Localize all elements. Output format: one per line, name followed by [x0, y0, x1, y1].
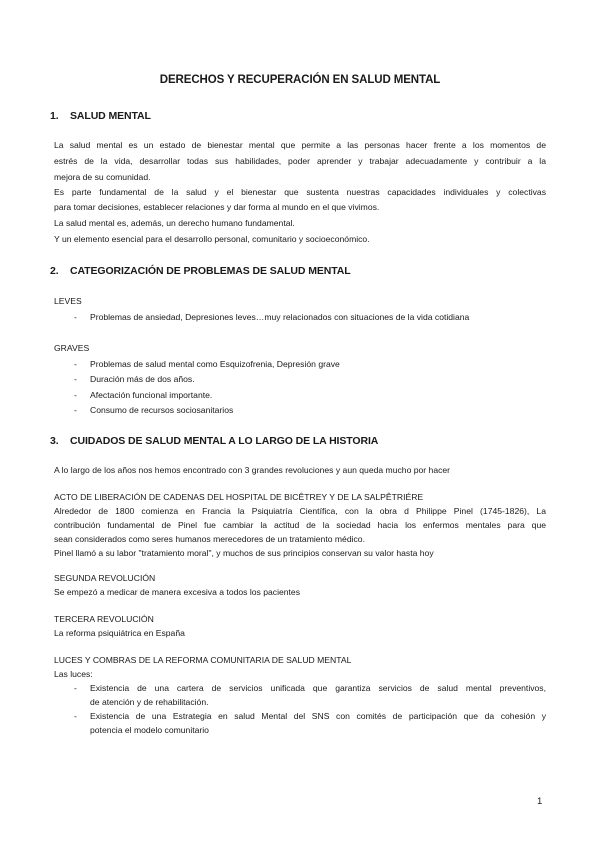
section-3-title: CUIDADOS DE SALUD MENTAL A LO LARGO DE LA HISTORIA: [70, 435, 379, 447]
luces-item-line-1: Existencia de una cartera de servicios unificada que garantiza servicios de salud mental preventivos,: [90, 683, 546, 693]
section-3-heading: [50, 435, 378, 447]
third-revolution-text: La reforma psiquiátrica en España: [54, 628, 185, 638]
section-2-number: 2.: [50, 265, 59, 277]
graves-item-text: Problemas de salud mental como Esquizofrenia, Depresión grave: [90, 359, 340, 369]
luces-item-line-2: potencia el modelo comunitario: [90, 725, 209, 735]
section-1-line-2: estrés de la vida, desarrollar todas sus habilidades, poder aprender y trabajar adecuadamente y contribuir a la: [54, 156, 546, 166]
luces-item-line-1: Existencia de una Estrategia en salud Mental del SNS con comités de participación que da cohesión y: [90, 711, 546, 721]
act-line-2: contribución fundamental de Pinel fue cambiar la actitud de la sociedad hacia los enfermos mentales para que: [54, 520, 546, 530]
dash-bullet: -: [74, 312, 77, 322]
dash-bullet: -: [74, 683, 77, 693]
leves-label: LEVES: [54, 296, 82, 306]
dash-bullet: -: [74, 390, 77, 400]
luces-label: Las luces:: [54, 669, 93, 679]
act-title: ACTO DE LIBERACIÓN DE CADENAS DEL HOSPITAL DE BICÊTREY Y DE LA SALPÊTRIÉRE: [54, 492, 424, 502]
leves-item-text: Problemas de ansiedad, Depresiones leves…muy relacionados con situaciones de la vida cotidiana: [90, 312, 470, 322]
section-1-line-3: mejora de su comunidad.: [54, 172, 151, 182]
act-line-1: Alrededor de 1800 comienza en Francia la Psiquiatría Científica, con la obra d Philippe Pinel (1745-1826), La: [54, 506, 546, 516]
section-1-number: 1.: [50, 110, 59, 122]
dash-bullet: -: [74, 374, 77, 384]
graves-item-text: Consumo de recursos sociosanitarios: [90, 405, 234, 415]
graves-item-text: Duración más de dos años.: [90, 374, 195, 384]
dash-bullet: -: [74, 711, 77, 721]
second-revolution-text: Se empezó a medicar de manera excesiva a todos los pacientes: [54, 587, 301, 597]
section-1-title: SALUD MENTAL: [70, 110, 151, 122]
graves-label: GRAVES: [54, 343, 90, 353]
luces-item-line-2: de atención y de rehabilitación.: [90, 697, 209, 707]
section-2-heading: [50, 265, 351, 277]
dash-bullet: -: [74, 359, 77, 369]
section-3-number: 3.: [50, 435, 59, 447]
act-line-4: Pinel llamó a su labor "tratamiento moral", y muchos de sus principios conservan su valor hasta hoy: [54, 548, 434, 558]
luces-title: LUCES Y COMBRAS DE LA REFORMA COMUNITARIA DE SALUD MENTAL: [54, 655, 352, 665]
page-number: 1: [537, 796, 543, 807]
document-title: DERECHOS Y RECUPERACIÓN EN SALUD MENTAL: [159, 74, 441, 86]
section-1-heading: [50, 110, 151, 122]
section-1-line-4: Es parte fundamental de la salud y el bienestar que sustenta nuestras capacidades individuales y colectivas: [54, 187, 546, 197]
section-1-line-5: para tomar decisiones, establecer relaciones y dar forma al mundo en el que vivimos.: [54, 202, 380, 212]
dash-bullet: -: [74, 405, 77, 415]
third-revolution-title: TERCERA REVOLUCIÓN: [54, 614, 154, 624]
act-line-3: sean considerados como seres humanos merecedores de un tratamiento médico.: [54, 534, 365, 544]
section-1-line-1: La salud mental es un estado de bienestar mental que permite a las personas hacer frente a los momentos de: [54, 140, 546, 150]
section-1-line-7: Y un elemento esencial para el desarrollo personal, comunitario y socioeconómico.: [54, 234, 370, 244]
second-revolution-title: SEGUNDA REVOLUCIÓN: [54, 573, 156, 583]
graves-item-text: Afectación funcional importante.: [90, 390, 213, 400]
section-1-line-6: La salud mental es, además, un derecho humano fundamental.: [54, 218, 295, 228]
section-3-intro: A lo largo de los años nos hemos encontrado con 3 grandes revoluciones y aun queda mucho por hacer: [54, 465, 451, 475]
section-2-title: CATEGORIZACIÓN DE PROBLEMAS DE SALUD MENTAL: [70, 265, 351, 277]
